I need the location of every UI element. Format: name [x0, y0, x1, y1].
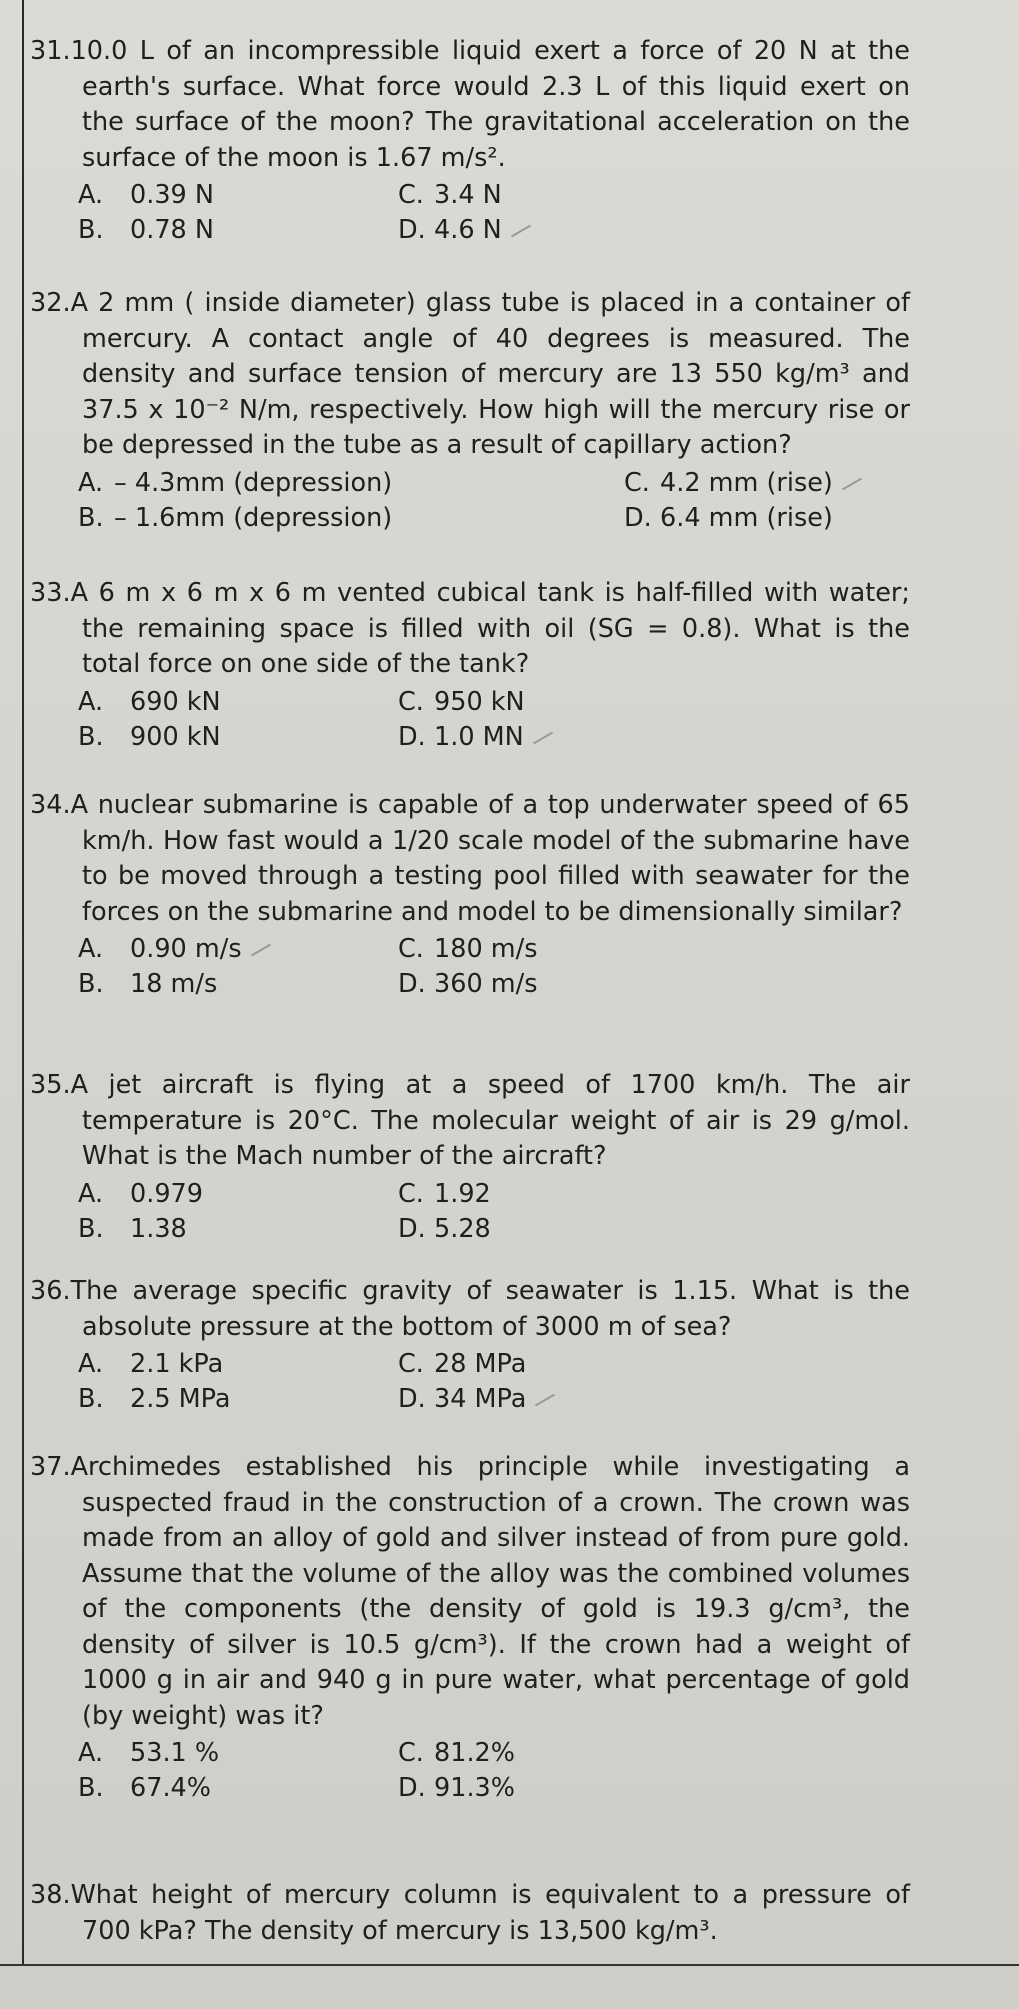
- choice-b: B. 2.5 MPa: [78, 1384, 231, 1414]
- choice-c: C. 3.4 N: [398, 180, 502, 210]
- choice-c: C. 950 kN: [398, 686, 525, 717]
- question-text: 36.The average specific gravity of seawater is 1.15. What is the absolute pressure at the bottom of 3000 m of sea?: [30, 1276, 910, 1342]
- check-mark-icon: [251, 944, 271, 957]
- question-text: 35.A jet aircraft is flying at a speed of 1700 km/h. The air temperature is 20°C. The molecular weight of air is 29 g/mol. What is the Mach number of the aircraft?: [30, 1070, 910, 1171]
- choice-a: A. 0.979: [78, 1178, 204, 1209]
- check-mark-icon: [533, 731, 553, 744]
- choice-c: C. 28 MPa: [398, 1349, 527, 1379]
- question-34: [30, 788, 910, 1004]
- choice-b: B. 0.78 N: [78, 215, 214, 245]
- choice-b: B. 1.38: [78, 1213, 187, 1244]
- question-text: 38.What height of mercury column is equivalent to a pressure of 700 kPa? The density of mercury is 13,500 kg/m³.: [30, 1880, 910, 1946]
- choice-a: A. – 4.3mm (depression): [78, 467, 393, 498]
- choice-d: D. 91.3%: [398, 1773, 516, 1803]
- question-33: [30, 576, 910, 757]
- choice-b: B. 900 kN: [78, 721, 221, 752]
- choice-b: B. – 1.6mm (depression): [78, 502, 393, 533]
- question-number: 31.: [30, 36, 71, 66]
- question-38: [30, 1878, 910, 1949]
- question-text: 33.A 6 m x 6 m x 6 m vented cubical tank is half-filled with water; the remaining space is filled with oil (SG = 0.8). What is the total force on one side of the tank?: [30, 578, 910, 679]
- check-mark-icon: [842, 477, 862, 490]
- bottom-rule: [0, 1964, 1019, 1966]
- question-text: 37.Archimedes established his principle while investigating a suspected fraud in the construction of a crown. The crown was made from an alloy of gold and silver instead of from pure gold. Assume that the volume of the alloy was the combined volumes of the components (the density of gold is 19.3 g/cm³, the density of silver is 10.5 g/cm³). If the crown had a weight of 1000 g in air and 940 g in pure water, what percentage of gold (by weight) was it?: [30, 1452, 910, 1731]
- question-body: 10.0 L of an incompressible liquid exert a force of 20 N at the earth's surface. What force would 2.3 L of this liquid exert on the surface of the moon? The gravitational acceleration on the surface of the moon is 1.67 m/s².: [70, 36, 910, 173]
- choice-d: D. 34 MPa: [398, 1382, 556, 1417]
- choices: [30, 178, 910, 250]
- choices: [30, 932, 910, 1004]
- choice-d: D. 4.6 N: [398, 213, 532, 248]
- choice-d: D. 1.0 MN: [398, 720, 554, 755]
- choice-c: C. 4.2 mm (rise): [624, 466, 863, 501]
- choice-a: A. 0.90 m/s: [78, 932, 272, 967]
- choice-d: D. 6.4 mm (rise): [624, 502, 833, 533]
- question-text: 32.A 2 mm ( inside diameter) glass tube is placed in a container of mercury. A contact angle of 40 degrees is measured. The density and surface tension of mercury are 13 550 kg/m³ and 37.5 x 10⁻² N/m, respectively. How high will the mercury rise or be depressed in the tube as a result of capillary action?: [30, 288, 910, 460]
- choice-c: C. 81.2%: [398, 1738, 516, 1768]
- check-mark-icon: [535, 1394, 555, 1407]
- choices: [30, 1736, 910, 1808]
- choice-d: D. 360 m/s: [398, 969, 538, 999]
- choice-a: A. 53.1 %: [78, 1738, 220, 1768]
- choices: [30, 466, 910, 538]
- choice-c: C. 1.92: [398, 1178, 491, 1209]
- left-margin-line: [22, 0, 24, 1965]
- question-36: [30, 1274, 910, 1419]
- question-31: [30, 34, 910, 250]
- question-37: [30, 1450, 910, 1808]
- question-text: [30, 34, 910, 176]
- question-text: 34.A nuclear submarine is capable of a top underwater speed of 65 km/h. How fast would a 1/20 scale model of the submarine have to be moved through a testing pool filled with seawater for the forces on the submarine and model to be dimensionally similar?: [30, 790, 910, 927]
- choice-c: C. 180 m/s: [398, 934, 538, 964]
- choices: [30, 1347, 910, 1419]
- choice-a: A. 0.39 N: [78, 180, 214, 210]
- choice-a: A. 690 kN: [78, 686, 221, 717]
- choice-d: D. 5.28: [398, 1213, 491, 1244]
- question-32: [30, 286, 910, 538]
- check-mark-icon: [511, 225, 531, 238]
- choice-a: A. 2.1 kPa: [78, 1349, 224, 1379]
- question-35: [30, 1068, 910, 1249]
- choice-b: B. 18 m/s: [78, 969, 218, 999]
- choices: [30, 685, 910, 757]
- choice-b: B. 67.4%: [78, 1773, 212, 1803]
- choices: [30, 1177, 910, 1249]
